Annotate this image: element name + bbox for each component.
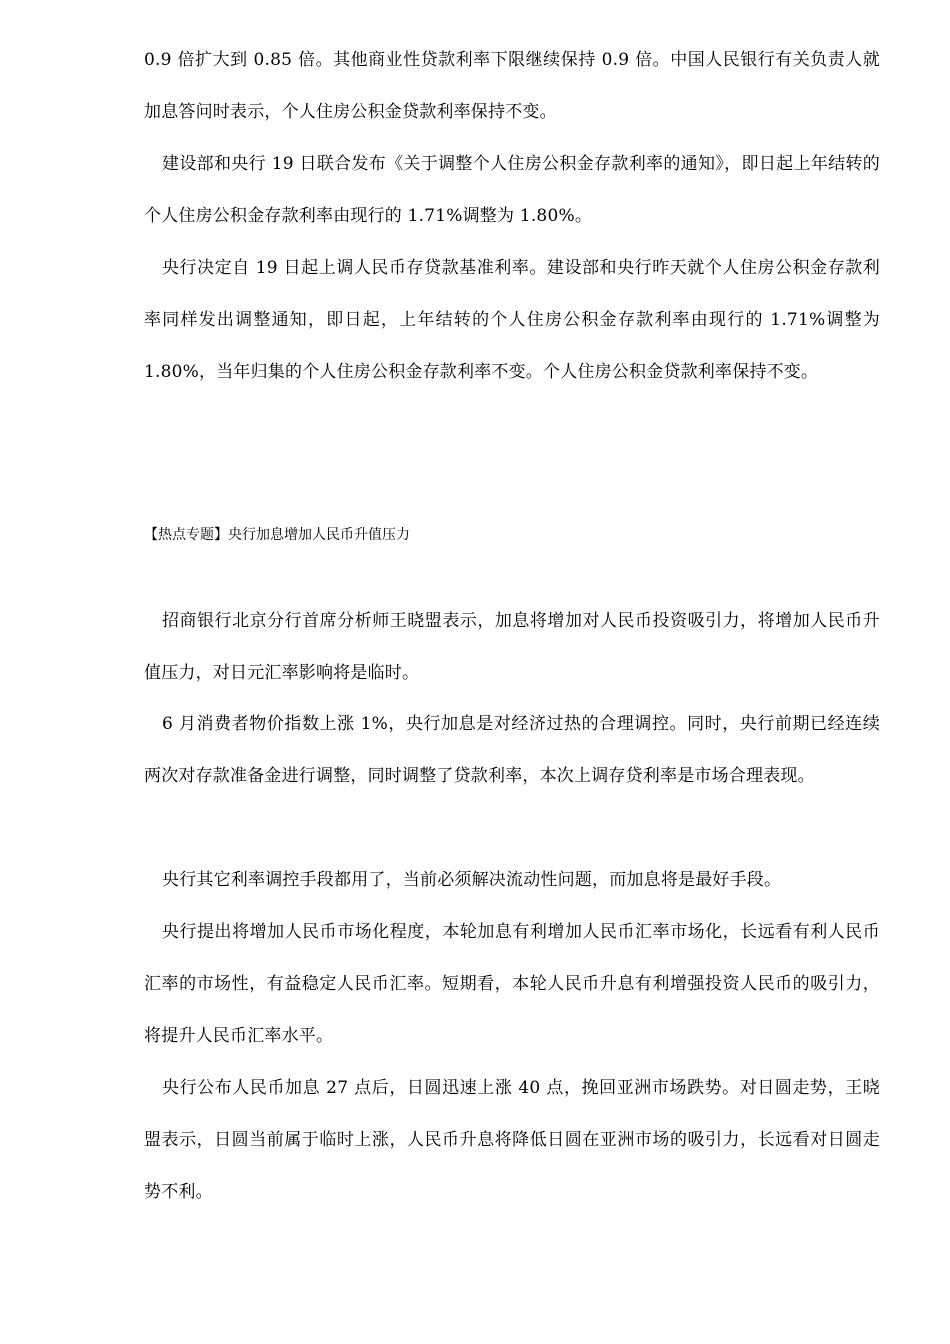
section-heading: 【热点专题】央行加息增加人民币升值压力 [144, 527, 410, 543]
paragraph-marketization: 央行提出将增加人民币市场化程度，本轮加息有利增加人民币汇率市场化，长远看有利人民币汇率的市场性，有益稳定人民币汇率。短期看，本轮人民币升息有利增强投资人民币的吸引力，将提升人民币汇率水平。 [144, 922, 880, 1046]
paragraph-yen-trend: 央行公布人民币加息 27 点后，日圆迅速上涨 40 点，挽回亚洲市场跌势。对日圆走势，王晓盟表示，日圆当前属于临时上涨，人民币升息将降低日圆在亚洲市场的吸引力，长远看对日圆走势不利。 [144, 1078, 880, 1202]
paragraph-housing-fund-notice: 建设部和央行 19 日联合发布《关于调整个人住房公积金存款利率的通知》，即日起上年结转的个人住房公积金存款利率由现行的 1.71%调整为 1.80%。 [144, 154, 880, 226]
paragraph-liquidity: 央行其它利率调控手段都用了，当前必须解决流动性问题，而加息将是最好手段。 [162, 870, 782, 890]
paragraph-benchmark-rate: 央行决定自 19 日起上调人民币存贷款基准利率。建设部和央行昨天就个人住房公积金存款利率同样发出调整通知，即日起，上年结转的个人住房公积金存款利率由现行的 1.71%调整为 1.80%，当年归集的个人住房公积金存款利率不变。个人住房公积金贷款利率保持不变。 [144, 258, 880, 382]
paragraph-rate-floor: 0.9 倍扩大到 0.85 倍。其他商业性贷款利率下限继续保持 0.9 倍。中国人民银行有关负责人就加息答问时表示，个人住房公积金贷款利率保持不变。 [144, 50, 880, 122]
paragraph-analyst-view: 招商银行北京分行首席分析师王晓盟表示，加息将增加对人民币投资吸引力，将增加人民币升值压力，对日元汇率影响将是临时。 [144, 611, 880, 683]
paragraph-cpi: 6 月消费者物价指数上涨 1%，央行加息是对经济过热的合理调控。同时，央行前期已经连续两次对存款准备金进行调整，同时调整了贷款利率，本次上调存贷利率是市场合理表现。 [144, 714, 880, 786]
